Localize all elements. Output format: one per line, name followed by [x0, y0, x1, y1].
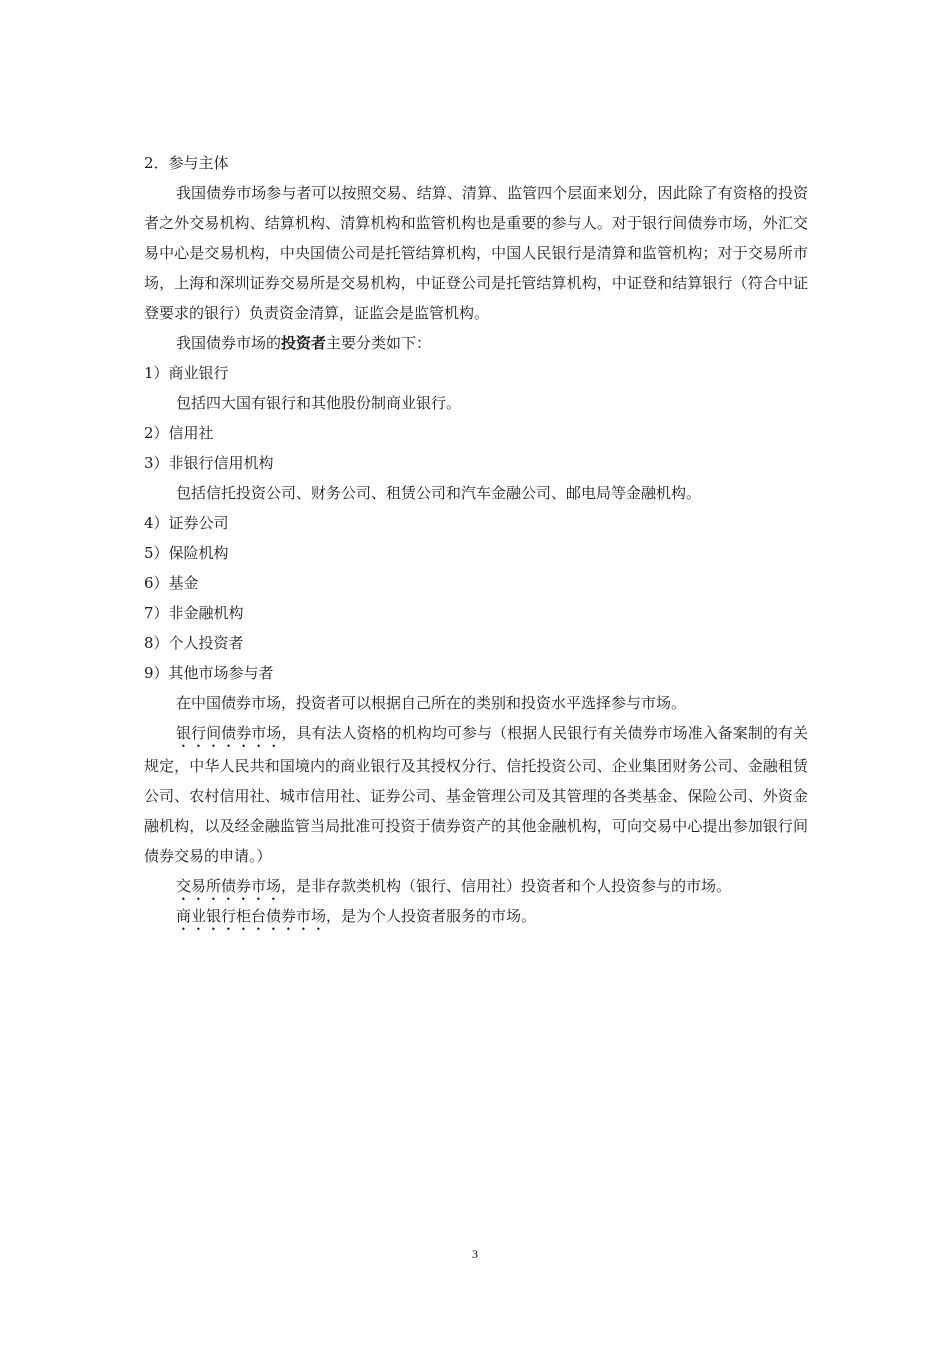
- category-label: 9）其他市场参与者: [144, 664, 274, 682]
- investor-line-prefix: 我国债券市场的: [176, 334, 282, 352]
- category-note: 包括信托投资公司、财务公司、租赁公司和汽车金融公司、邮电局等金融机构。: [176, 484, 702, 502]
- intro-paragraph-text: 我国债券市场参与者可以按照交易、结算、清算、监管四个层面来划分，因此除了有资格的投资者之外交易机构、结算机构、清算机构和监管机构也是重要的参与人。对于银行间债券市场，外汇交易中心是交易机构，中央国债公司是托管结算机构，中国人民银行是清算和监管机构；对于交易所市场，上海和深圳证券交易所是交易机构，中证登公司是托管结算机构，中证登和结算银行（符合中证登要求的银行）负责资金清算，证监会是监管机构。: [144, 184, 808, 322]
- category-label: 5）保险机构: [144, 544, 229, 562]
- investor-line-suffix: 主要分类如下：: [326, 334, 432, 352]
- exchange-market-term: 交易所债券市场: [176, 877, 282, 895]
- exchange-market-text: ，是非存款类机构（银行、信用社）投资者和个人投资参与的市场。: [281, 877, 732, 895]
- interbank-market-term: 银行间债券市场: [176, 724, 282, 742]
- interbank-market-text: ，具有法人资格的机构均可参与（根据人民银行有关债券市场准入备案制的有关规定，中华人民共和国境内的商业银行及其授权分行、信托投资公司、企业集团财务公司、金融租赁公司、农村信用社、城市信用社、证券公司、基金管理公司及其管理的各类基金、保险公司、外资金融机构，以及经金融监管当局批准可投资于债券资产的其他金融机构，可向交易中心提出参加银行间债券交易的申请。）: [144, 724, 808, 865]
- interbank-paragraph: [144, 718, 808, 871]
- category-note: 包括四大国有银行和其他股份制商业银行。: [176, 394, 462, 412]
- counter-market-term: 商业银行柜台债券市场: [176, 907, 327, 925]
- category-label: 8）个人投资者: [144, 634, 244, 652]
- market-choice-line: 在中国债券市场，投资者可以根据自己所在的类别和投资水平选择参与市场。: [176, 694, 687, 712]
- section-title: 2．参与主体: [144, 154, 229, 172]
- investor-classification-line: [144, 328, 808, 358]
- counter-market-text: ，是为个人投资者服务的市场。: [326, 907, 537, 925]
- category-label: 4）证券公司: [144, 514, 229, 532]
- category-label: 2）信用社: [144, 424, 214, 442]
- intro-paragraph: [144, 178, 808, 328]
- exchange-market-line: [144, 871, 808, 901]
- page-number: 3: [472, 1247, 478, 1261]
- document-body: [144, 148, 808, 931]
- investor-keyword: 投资者: [281, 334, 327, 352]
- category-label: 7）非金融机构: [144, 604, 244, 622]
- category-label: 3）非银行信用机构: [144, 454, 274, 472]
- category-label: 6）基金: [144, 574, 199, 592]
- category-label: 1）商业银行: [144, 364, 229, 382]
- counter-market-line: [144, 901, 808, 931]
